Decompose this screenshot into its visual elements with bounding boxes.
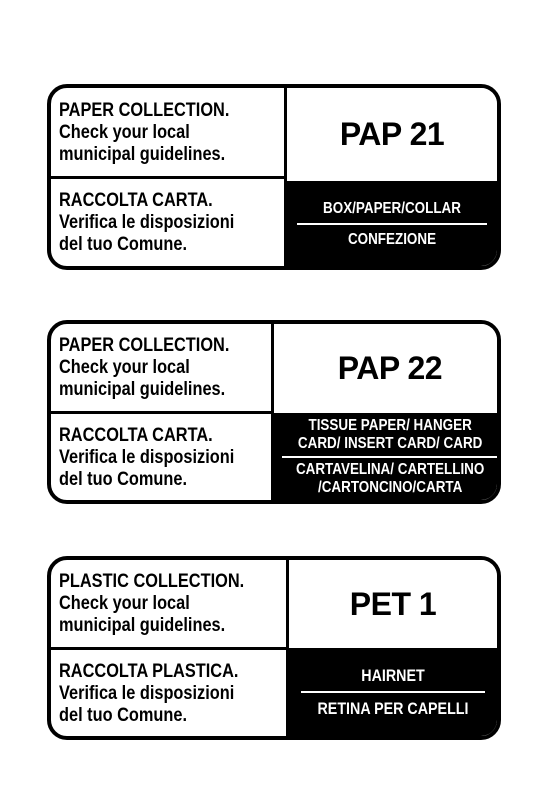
italian-instructions — [51, 647, 286, 737]
italian-material-line: CONFEZIONE — [347, 230, 437, 248]
material-code: PET 1 — [349, 585, 437, 622]
english-instruction-line: Check your local — [59, 593, 190, 615]
material-code: PAP 22 — [337, 350, 443, 386]
italian-instruction-line: Verifica le disposizioni — [59, 446, 235, 468]
recycling-label-pap22 — [47, 320, 501, 504]
italian-material-line: RETINA PER CAPELLI — [317, 699, 469, 718]
material-panel — [274, 324, 501, 500]
instructions-panel — [51, 324, 274, 500]
english-material-line: BOX/PAPER/COLLAR — [323, 199, 461, 217]
italian-instruction-line: del tuo Comune. — [59, 704, 187, 726]
italian-instructions — [51, 176, 284, 267]
divider — [282, 456, 498, 458]
english-instruction-line: Check your local — [59, 357, 190, 379]
english-material-line: TISSUE PAPER/ HANGER — [308, 416, 472, 434]
italian-material-line: CARTAVELINA/ CARTELLINO — [295, 460, 485, 478]
material-description-box — [274, 413, 501, 500]
divider — [301, 691, 485, 693]
english-instruction-line: municipal guidelines. — [59, 615, 226, 637]
recycling-label-pet1 — [47, 556, 501, 740]
italian-instruction-line: Verifica le disposizioni — [59, 682, 235, 704]
italian-instruction-line: RACCOLTA CARTA. — [59, 190, 213, 212]
italian-instruction-line: RACCOLTA PLASTICA. — [59, 660, 239, 682]
italian-instruction-line: del tuo Comune. — [59, 468, 187, 490]
english-instruction-line: municipal guidelines. — [59, 143, 226, 165]
english-instruction-line: Check your local — [59, 121, 190, 143]
english-instruction-line: PLASTIC COLLECTION. — [59, 571, 245, 593]
english-instructions — [51, 560, 286, 647]
instructions-panel — [51, 88, 287, 266]
material-description-box — [287, 181, 497, 266]
instructions-panel — [51, 560, 289, 736]
divider — [297, 223, 487, 225]
english-instruction-line: PAPER COLLECTION. — [59, 335, 230, 357]
italian-instruction-line: RACCOLTA CARTA. — [59, 424, 213, 446]
english-material-line: HAIRNET — [361, 666, 425, 685]
italian-instruction-line: Verifica le disposizioni — [59, 212, 235, 234]
material-panel — [287, 88, 497, 266]
english-material-line: CARD/ INSERT CARD/ CARD — [297, 434, 483, 452]
english-instruction-line: PAPER COLLECTION. — [59, 99, 230, 121]
material-code: PAP 21 — [339, 116, 445, 152]
italian-material-line: /CARTONCINO/CARTA — [317, 478, 463, 496]
material-code-box — [274, 324, 501, 413]
italian-instruction-line: del tuo Comune. — [59, 234, 187, 256]
material-code-box — [289, 560, 497, 648]
english-instruction-line: municipal guidelines. — [59, 379, 226, 401]
english-instructions — [51, 88, 284, 176]
material-panel — [289, 560, 497, 736]
material-code-box — [287, 88, 497, 181]
italian-instructions — [51, 411, 271, 501]
english-instructions — [51, 324, 271, 411]
material-description-box — [289, 648, 497, 736]
recycling-label-pap21 — [47, 84, 501, 270]
